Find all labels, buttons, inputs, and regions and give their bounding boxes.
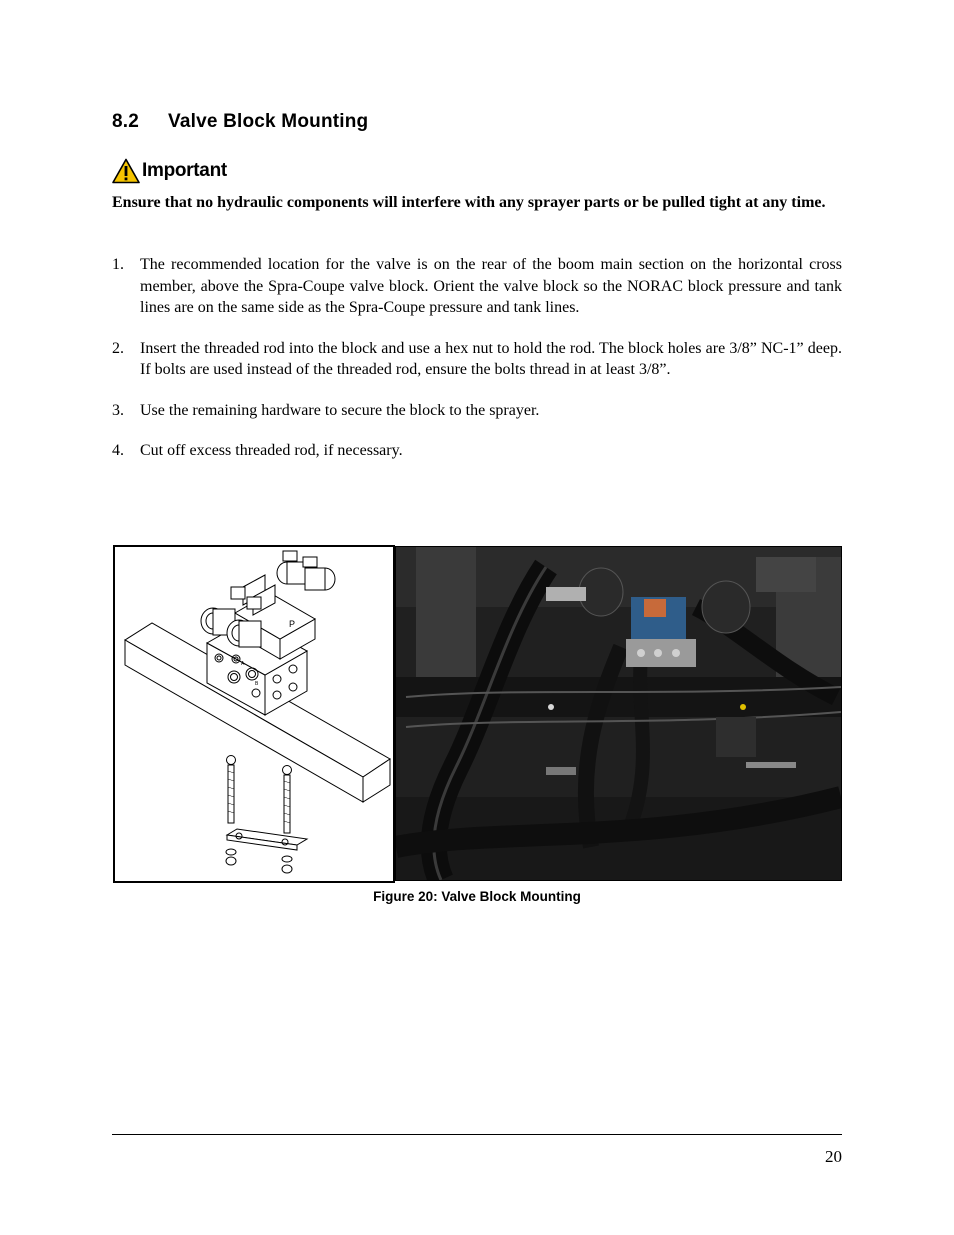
section-title: Valve Block Mounting	[168, 111, 369, 132]
figure-caption: Figure 20: Valve Block Mounting	[373, 889, 581, 904]
section-heading	[112, 111, 368, 133]
valve-block-diagram	[113, 545, 395, 883]
step-text: The recommended location for the valve is on the rear of the boom main section on the horizontal cross member, above the Spra-Coupe valve block. Orient the valve block so the NORAC block pressure and tank lines are on the same side as the Spra-Coupe pressure and tank lines.	[140, 256, 842, 317]
list-item	[112, 338, 842, 381]
step-text: Use the remaining hardware to secure the block to the sprayer.	[140, 401, 540, 419]
step-number: 1.	[112, 256, 124, 273]
warning-triangle-icon	[112, 158, 140, 184]
port-a-label: A	[241, 661, 245, 667]
list-item	[112, 440, 842, 462]
step-text: Cut off excess threaded rod, if necessary.	[140, 441, 403, 459]
important-notice	[112, 157, 227, 185]
section-number: 8.2	[112, 111, 140, 132]
warning-text: Ensure that no hydraulic components will interfere with any sprayer parts or be pulled tight at any time.	[112, 194, 826, 211]
footer-divider	[112, 1134, 842, 1135]
important-label: Important	[142, 160, 227, 181]
list-item	[112, 254, 842, 319]
instruction-list	[112, 254, 842, 480]
port-b-label: B	[255, 681, 259, 687]
step-text: Insert the threaded rod into the block and use a hex nut to hold the rod. The block holes are 3/8” NC-1” deep. If bolts are used instead of the threaded rod, ensure the bolts thread in at least 3/8”.	[140, 339, 842, 379]
step-number: 4.	[112, 441, 124, 459]
step-number: 2.	[112, 339, 124, 357]
valve-block-photo	[395, 546, 842, 881]
port-p-label: P	[289, 619, 296, 629]
step-number: 3.	[112, 401, 124, 419]
list-item	[112, 400, 842, 422]
page-number: 20	[825, 1147, 842, 1166]
